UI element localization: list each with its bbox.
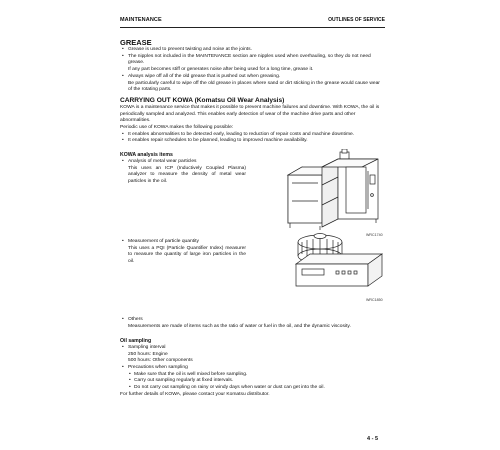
kowa-items-heading: KOWA analysis items — [120, 152, 173, 159]
kowa-item-pqi — [120, 239, 385, 317]
kowa-benefit-1: • It enables abnormalities to be detected early, leading to reduction of repair costs and machine downtime. — [120, 132, 385, 139]
contact-note: For further details of KOWA, please contact your Komatsu distributor. — [120, 391, 270, 397]
item-2-text: This uses a PQI (Particle Quantifier Index) measurer to measure the quantity of large iron particles in the oil. — [128, 245, 246, 264]
grease-bullet-1: • Grease is used to prevent twisting and noise at the joints. — [120, 47, 385, 54]
header-chapter-title: OUTLINES OF SERVICE — [328, 17, 385, 23]
pqi-measurer-figure — [290, 230, 386, 300]
precaution-3: • Do not carry out sampling on rainy or windy days when water or dust can get into the oil. — [120, 385, 385, 392]
kowa-benefit-2: • It enables repair schedules to be planned, leading to improved machine availability. — [120, 138, 385, 145]
item-1-text: This uses an ICP (Inductively Coupled Plasma) analyzer to measure the density of metal wear particles in the oil. — [128, 165, 246, 184]
figure-2-caption: WRC1850 — [366, 297, 383, 302]
page-number: 4 - 5 — [367, 436, 379, 442]
grease-note-3: Be particularly careful to wipe off the old grease in places where sand or dirt sticking in the grease would cause wear of the rotating parts. — [128, 80, 380, 93]
grease-bullet-2: • The nipples not included in the MAINTENANCE section are nipples used when overhauling, so they do not need grease. — [120, 54, 385, 67]
icp-analyzer-figure — [284, 149, 384, 237]
item-3-text: Measurements are made of items such as the ratio of water or fuel in the oil, and the dynamic viscosity. — [128, 323, 351, 329]
page-content — [120, 38, 385, 399]
grease-bullet-3: • Always wipe off all of the old grease that is pushed out when greasing. — [120, 74, 385, 81]
header-section-title: MAINTENANCE — [120, 17, 162, 23]
item-3-title: • Others — [120, 317, 385, 324]
item-2-title: • Measurement of particle quantity — [120, 239, 385, 246]
sampling-interval-other: 500 hours: Other components — [128, 358, 193, 364]
precautions-label: • Precautions when sampling — [120, 365, 385, 372]
figure-1-caption: WRC1740 — [366, 232, 383, 237]
precaution-2: • Carry out sampling regularly at fixed intervals. — [120, 378, 385, 385]
kowa-intro: KOWA is a maintenance service that makes it possible to prevent machine failures and downtime. With KOWA, the oil is periodically sampled and analyzed. This enables early detection of wear of the machine drive parts and other abnormalities. — [120, 104, 380, 124]
kowa-heading: CARRYING OUT KOWA (Komatsu Oil Wear Analysis) — [120, 96, 285, 104]
kowa-periodic: Periodic use of KOWA makes the following possible: — [120, 125, 234, 131]
grease-heading: GREASE — [120, 38, 152, 47]
kowa-item-icp — [120, 159, 385, 239]
sampling-interval-label: • Sampling interval — [120, 345, 385, 352]
item-1-title: • Analysis of metal wear particles — [120, 159, 385, 166]
sampling-interval-engine: 250 hours: Engine — [128, 351, 168, 357]
grease-note-1: If any part becomes stiff or generates noise after being used for a long time, grease it. — [128, 67, 314, 73]
page-header — [120, 17, 385, 28]
precaution-1: • Make sure that the oil is well mixed before sampling. — [120, 372, 385, 379]
oil-sampling-heading: Oil sampling — [120, 338, 152, 345]
